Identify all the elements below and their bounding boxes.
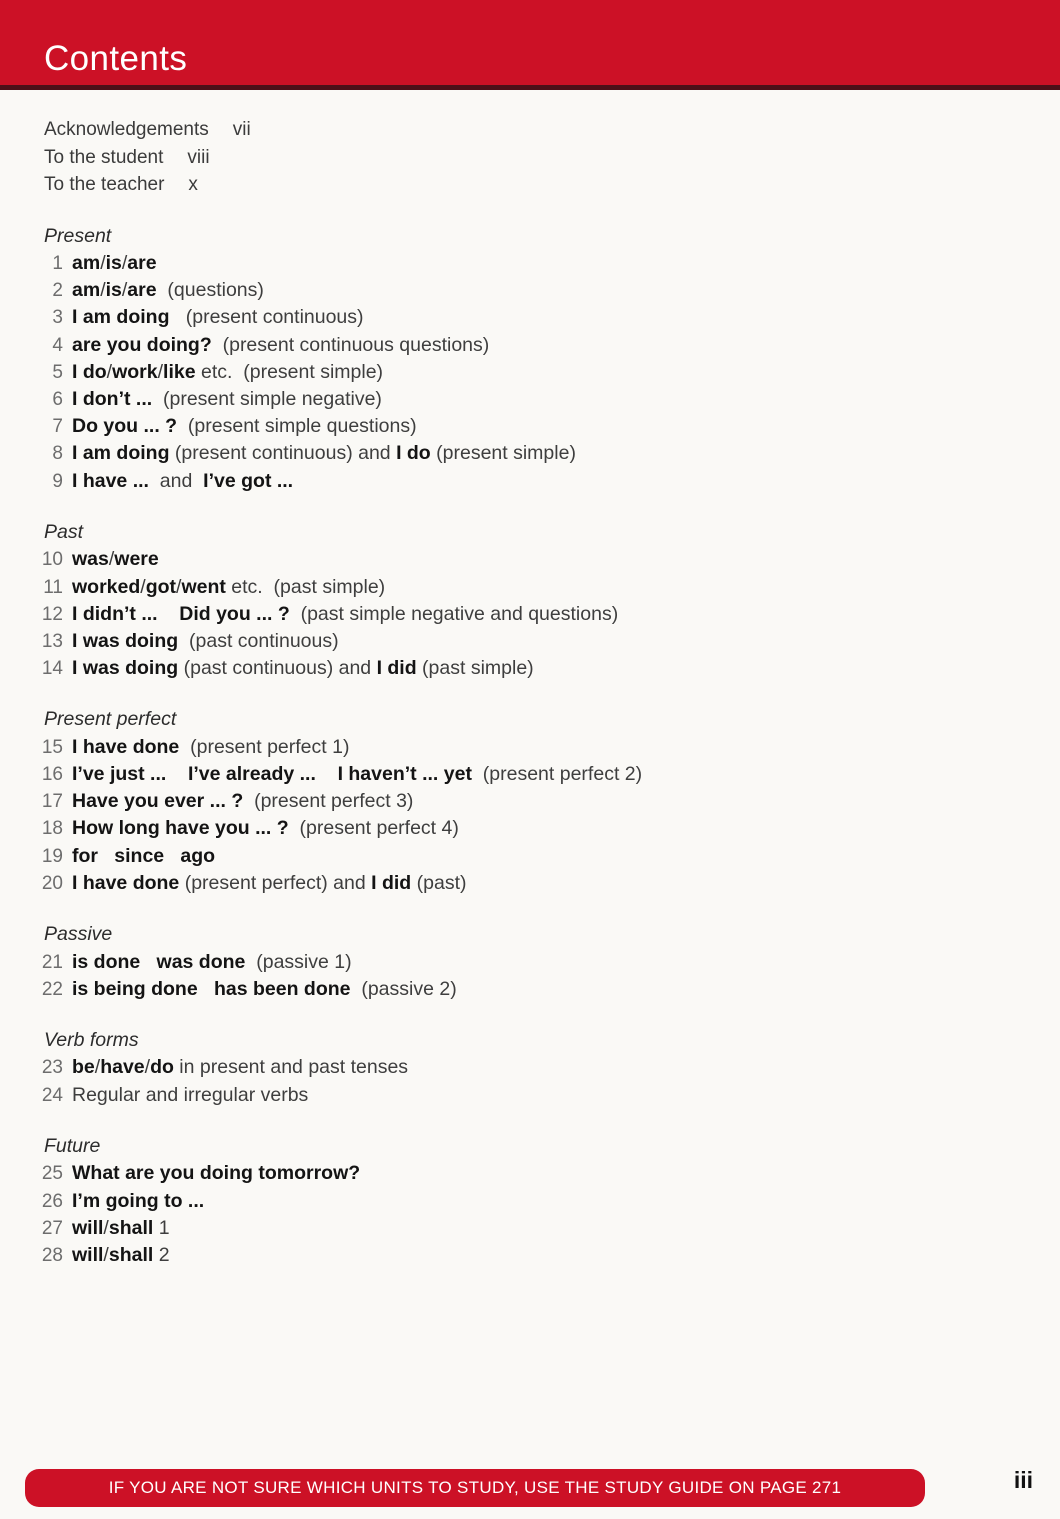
unit-number: 9 [52,470,63,492]
unit-title-bold: is being done [72,977,198,1000]
unit-title: is being done has been done (passive 2) [72,977,457,1000]
unit-number: 20 [41,872,63,894]
unit-list [0,1160,1060,1269]
unit-row [0,1188,1060,1215]
unit-row [0,574,1060,601]
unit-number: 18 [41,818,63,840]
front-matter-label: To the teacher [44,174,165,195]
unit-row [0,815,1060,842]
unit-title [72,843,215,870]
front-matter-row [44,171,1060,199]
unit-title-bold: Did you ... ? [179,602,290,625]
unit-title: I have ... and I’ve got ... [72,469,294,492]
unit-title: I have done (present perfect) and I did (past) [72,871,467,894]
unit-title-bold: are [127,252,157,274]
unit-list [0,1054,1060,1108]
toc-section [0,921,1060,1003]
unit-title-bold: Have you ever ... ? [72,790,244,813]
unit-number: 27 [41,1217,63,1239]
unit-title: worked/got/went etc. (past simple) [72,575,386,598]
page-number: iii [1013,1467,1033,1493]
unit-row [0,1082,1060,1109]
unit-title-bold: I am doing [72,306,170,329]
unit-row [0,949,1060,976]
unit-title-bold: are you doing? [72,333,212,356]
unit-title-bold: is done [72,950,141,973]
unit-title-bold: have [100,1056,145,1079]
section-heading: Present perfect [44,708,177,731]
unit-title: Regular and irregular verbs [72,1083,309,1106]
unit-row [0,1160,1060,1187]
unit-list [0,250,1060,495]
unit-title-bold: were [114,548,159,571]
unit-row [0,359,1060,386]
unit-title: I am doing (present continuous) and I do (present simple) [72,442,576,465]
unit-row [0,546,1060,573]
unit-number: 1 [52,253,63,274]
unit-title: Have you ever ... ? (present perfect 3) [72,790,414,813]
unit-title-bold: I have done [72,871,180,894]
unit-number: 28 [41,1244,63,1266]
unit-row [0,304,1060,331]
unit-row [0,413,1060,440]
unit-title-bold: was [72,548,109,571]
unit-title-bold: work [112,360,158,383]
section-heading: Present [44,224,112,247]
front-matter [0,116,1060,199]
unit-title-bold: is [105,279,122,302]
toc-section [0,1133,1060,1269]
unit-number: 24 [41,1084,63,1106]
unit-title-bold: like [163,360,196,383]
unit-title-bold: I didn’t ... [72,602,158,625]
unit-title: am/is/are (questions) [72,279,264,302]
unit-title-bold: be [72,1056,95,1079]
unit-row [0,1054,1060,1081]
unit-number: 14 [41,658,63,680]
unit-number: 22 [41,978,63,1000]
front-matter-label: Acknowledgements [44,119,209,140]
study-guide-banner-text: IF YOU ARE NOT SURE WHICH UNITS TO STUDY, USE THE STUDY GUIDE ON PAGE 271 [108,1478,842,1497]
unit-row [0,1215,1060,1242]
unit-title-bold: I haven’t ... yet [337,763,472,786]
unit-title-bold: am [72,279,101,302]
unit-number: 11 [43,576,63,598]
unit-title: is done was done (passive 1) [72,950,352,973]
unit-number: 8 [52,443,63,465]
unit-number: 2 [52,280,63,302]
unit-number: 6 [52,389,63,411]
unit-title-bold: I am doing [72,442,170,465]
unit-title: I do/work/like etc. (present simple) [72,360,384,383]
unit-title-bold: Do you ... ? [72,415,178,438]
unit-row [0,250,1060,277]
unit-number: 16 [41,764,63,786]
section-heading: Future [44,1134,101,1157]
front-matter-page-ref: viii [187,146,210,168]
unit-title: How long have you ... ? (present perfect 4) [72,817,459,840]
unit-title-bold: I have done [72,735,180,758]
unit-row [0,655,1060,682]
unit-number: 12 [41,603,63,625]
unit-row [0,277,1060,304]
unit-title-bold: will [72,1243,104,1266]
unit-title-bold: I do [396,442,431,465]
unit-title-bold: was done [156,950,246,973]
toc-section [0,706,1060,897]
unit-title: I don’t ... (present simple negative) [72,388,382,411]
unit-row [0,601,1060,628]
unit-title-bold: I do [72,360,107,383]
unit-number: 7 [52,416,63,438]
section-heading: Verb forms [44,1028,139,1051]
toc-sections [0,223,1060,1270]
unit-row [0,628,1060,655]
section-heading: Passive [44,923,113,946]
unit-title-bold: worked [72,575,141,598]
unit-list [0,734,1060,897]
unit-title: be/have/do in present and past tenses [72,1056,409,1079]
unit-title-bold: How long have you ... ? [72,817,289,840]
unit-row [0,386,1060,413]
unit-number: 26 [41,1190,63,1212]
unit-title-bold: shall [108,1243,154,1266]
unit-row [0,440,1060,467]
unit-title: Do you ... ? (present simple questions) [72,415,417,438]
unit-title: I am doing (present continuous) [72,306,364,329]
unit-row [0,332,1060,359]
front-matter-label: To the student [44,146,164,168]
unit-row [0,870,1060,897]
unit-title-bold: I have ... [72,469,149,492]
unit-title: are you doing? (present continuous questions) [72,333,490,356]
unit-row [0,1242,1060,1269]
unit-number: 23 [41,1057,63,1079]
unit-number: 19 [41,845,63,867]
unit-title-bold: do [150,1056,174,1079]
front-matter-row [44,116,1060,144]
unit-list [0,546,1060,682]
unit-title: I was doing (past continuous) [72,629,339,652]
unit-row [0,788,1060,815]
front-matter-page-ref: x [188,174,198,195]
unit-title-bold: I did [376,657,417,680]
unit-title: I didn’t ... Did you ... ? (past simple negative and questions) [72,602,619,625]
unit-row [0,468,1060,495]
unit-title-bold: I’ve just ... [72,763,167,786]
unit-title: was/were [72,548,159,571]
unit-title-bold: went [181,575,226,598]
unit-list [0,949,1060,1003]
section-heading: Past [44,520,84,543]
unit-title-bold: since [114,844,165,867]
unit-row [0,976,1060,1003]
unit-title-bold: is [105,252,122,274]
unit-title-bold: I don’t ... [72,388,153,411]
unit-title: am/is/are [72,252,157,274]
unit-number: 17 [41,791,63,813]
unit-title-bold: am [72,252,101,274]
unit-title-bold: will [72,1216,104,1239]
unit-number: 3 [52,307,63,329]
unit-title-bold: are [127,279,157,302]
unit-number: 10 [41,549,63,571]
unit-title-bold: ago [180,844,216,867]
toc-section [0,1027,1060,1109]
unit-number: 13 [41,630,63,652]
unit-number: 15 [41,736,63,758]
masthead [0,0,1060,90]
unit-title-bold: What are you doing tomorrow? [72,1162,361,1185]
toc-section [0,223,1060,495]
unit-title-bold: for [72,844,98,867]
unit-title-bold: I’m going to ... [72,1189,205,1212]
unit-number: 5 [52,361,63,383]
unit-title-bold: I’ve already ... [187,763,316,786]
toc-section [0,519,1060,683]
unit-row [0,761,1060,788]
unit-title: I was doing (past continuous) and I did (past simple) [72,657,534,680]
unit-title-bold: I’ve got ... [203,469,294,492]
unit-title: will/shall 1 [72,1216,170,1239]
study-guide-banner [25,1469,925,1507]
unit-row [0,843,1060,870]
unit-title [72,1160,360,1187]
front-matter-row [44,144,1060,172]
unit-title-bold: has been done [213,977,351,1000]
unit-title: will/shall 2 [72,1243,170,1266]
unit-title-bold: got [145,575,177,598]
unit-number: 4 [52,334,63,356]
unit-title-bold: I was doing [72,629,179,652]
page-title: Contents [44,39,188,78]
unit-title-bold: I was doing [72,657,179,680]
unit-title [72,1188,204,1215]
unit-number: 21 [41,951,63,973]
unit-title-bold: shall [108,1216,154,1239]
unit-title: I’ve just ... I’ve already ... I haven’t ... yet (present perfect 2) [72,763,643,786]
unit-row [0,734,1060,761]
front-matter-page-ref: vii [232,119,251,140]
unit-title-bold: I did [371,871,412,894]
unit-number: 25 [41,1163,63,1185]
unit-title: I have done (present perfect 1) [72,735,350,758]
